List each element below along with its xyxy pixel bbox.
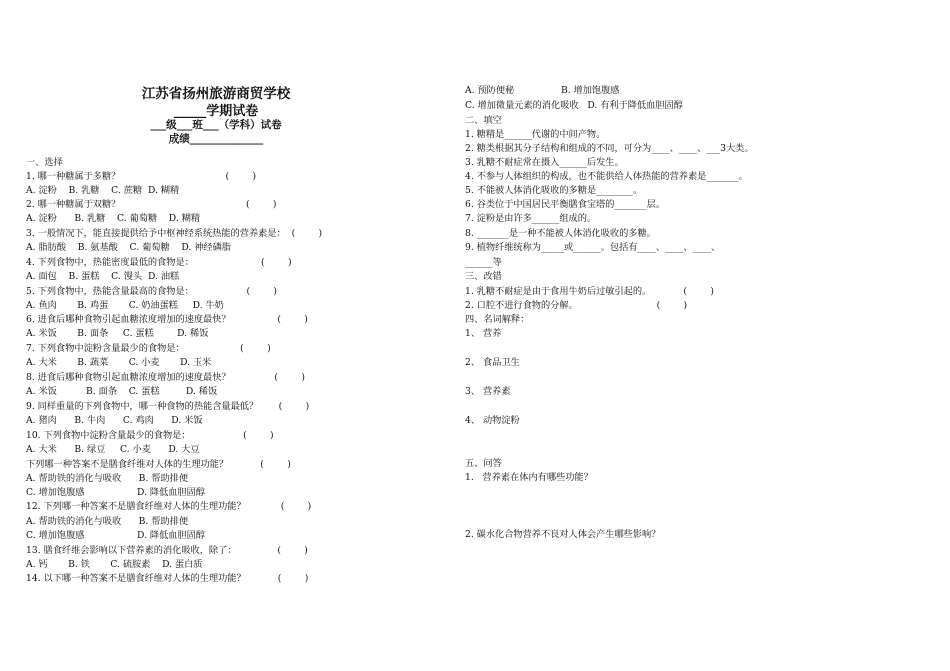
left-question-line: 14. 以下哪一种答案不是膳食纤维对人体的生理功能？ ( ) bbox=[26, 573, 309, 584]
term-title: _____学期试卷 bbox=[173, 104, 259, 119]
right-question-line: C. 增加微量元素的消化吸收 D. 有利于降低血胆固醇 bbox=[465, 100, 683, 111]
left-question-line: A. 钙 B. 铁 C. 硫胺素 D. 蛋白质 bbox=[26, 559, 203, 570]
right-question-line: 五、问答 bbox=[465, 458, 502, 469]
right-question-line: 2. 口腔不进行食物的分解。 ( ) bbox=[465, 300, 688, 311]
left-question-line: A. 鱼肉 B. 鸡蛋 C. 奶油蛋糕 D. 牛奶 bbox=[26, 300, 224, 311]
left-question-line: 3. 一般情况下，能直接提供给予中枢神经系统热能的营养素是： ( ) bbox=[26, 228, 323, 239]
right-question-line: 二、填空 bbox=[465, 115, 502, 126]
class-line: ___级___班___（学科）试卷 bbox=[150, 119, 282, 131]
left-question-line: A. 猪肉 B. 牛肉 C. 鸡肉 D. 米饭 bbox=[26, 415, 203, 426]
left-question-line: A. 米饭 B. 面条 C. 蛋糕 D. 稀饭 bbox=[26, 328, 209, 339]
left-question-line: C. 增加饱腹感 D. 降低血胆固醇 bbox=[26, 487, 206, 498]
left-question-line: 7. 下列食物中淀粉含量最少的食物是： ( ) bbox=[26, 343, 271, 354]
right-question-line: 1. 糖精是______代谢的中间产物。 bbox=[465, 129, 606, 140]
right-question-line: 3. 乳糖不耐症常在摄入______后发生。 bbox=[465, 157, 624, 168]
left-question-line: A. 帮助铁的消化与吸收 B. 帮助排便 bbox=[26, 516, 189, 527]
left-question-line: 下列哪一种答案不是膳食纤维对人体的生理功能？ ( ) bbox=[26, 459, 291, 470]
right-question-line: 8. _______是一种不能被人体消化吸收的多糖。 bbox=[465, 228, 656, 239]
right-question-line: ______等 bbox=[465, 257, 502, 268]
right-question-line: 2. 糖类根据其分子结构和组成的不同，可分为____、____、___3大类。 bbox=[465, 143, 754, 154]
left-question-line: A. 淀粉 B. 乳糖 C. 葡萄糖 D. 糊精 bbox=[26, 213, 201, 224]
left-question-line: 6. 进食后哪种食物引起血糖浓度增加的速度最快？ ( ) bbox=[26, 314, 308, 325]
left-question-line: 10. 下列食物中淀粉含量最少的食物是： ( ) bbox=[26, 430, 274, 441]
left-question-line: 1. 哪一种糖属于多糖？ ( ) bbox=[26, 171, 257, 182]
right-question-line: 6. 谷类位于中国居民平衡膳食宝塔的_______层。 bbox=[465, 199, 666, 210]
school-title: 江苏省扬州旅游商贸学校 bbox=[141, 86, 291, 102]
right-question-line: 4. 不参与人体组织的构成，也不能供给人体热能的营养素是_______。 bbox=[465, 171, 748, 182]
left-question-line: A. 大米 B. 蔬菜 C. 小麦 D. 玉米 bbox=[26, 357, 212, 368]
left-question-line: C. 增加饱腹感 D. 降低血胆固醇 bbox=[26, 530, 206, 541]
left-question-line: A. 脂肪酸 B. 氨基酸 C. 葡萄糖 D. 神经磷脂 bbox=[26, 242, 231, 253]
right-question-line: 1. 乳糖不耐症是由于食用牛奶后过敏引起的。 ( ) bbox=[465, 286, 714, 297]
left-question-line: A. 大米 B. 绿豆 C. 小麦 D. 大豆 bbox=[26, 444, 200, 455]
left-question-line: 一、选择 bbox=[26, 157, 63, 168]
left-question-line: 13. 膳食纤维会影响以下营养素的消化吸收，除了： ( ) bbox=[26, 545, 308, 556]
right-question-line: 3、 营养素 bbox=[465, 386, 511, 397]
left-question-line: A. 米饭 B. 面条 C. 蛋糕 D. 稀饭 bbox=[26, 386, 218, 397]
right-question-line: 5. 不能被人体消化吸收的多糖是________。 bbox=[465, 185, 643, 196]
left-question-line: 4. 下列食物中，热能密度最低的食物是： ( ) bbox=[26, 257, 292, 268]
left-question-line: A. 帮助铁的消化与吸收 B. 帮助排便 bbox=[26, 473, 189, 484]
left-question-line: 12. 下列哪一种答案不是膳食纤维对人体的生理功能？ ( ) bbox=[26, 501, 312, 512]
right-question-line: 4、 动物淀粉 bbox=[465, 415, 520, 426]
left-question-line: 2. 哪一种糖属于双糖？ ( ) bbox=[26, 199, 277, 210]
right-question-line: 9. 植物纤维统称为_____或______。包括有____、____、____、 bbox=[465, 242, 721, 253]
right-question-line: 四、名词解释： bbox=[465, 314, 530, 325]
right-question-line: 7. 淀粉是由许多______组成的。 bbox=[465, 213, 597, 224]
left-question-line: 5. 下列食物中，热能含量最高的食物是： ( ) bbox=[26, 286, 277, 297]
left-question-line: 9. 同样重量的下列食物中，哪一种食物的热能含量最低？ ( ) bbox=[26, 401, 310, 412]
right-question-line: 1. 营养素在体内有哪些功能？ bbox=[465, 472, 593, 483]
right-question-line: A. 预防便秘 B. 增加饱腹感 bbox=[465, 85, 620, 96]
score-line: 成绩______________ bbox=[168, 133, 264, 145]
left-question-line: 8. 进食后哪种食物引起血糖浓度增加的速度最快？ ( ) bbox=[26, 372, 305, 383]
right-question-line: 1、 营养 bbox=[465, 328, 502, 339]
left-question-line: A. 面包 B. 蛋糕 C. 馒头 D. 油糕 bbox=[26, 271, 180, 282]
right-question-line: 2. 碳水化合物营养不良对人体会产生哪些影响？ bbox=[465, 529, 661, 540]
left-question-line: A. 淀粉 B. 乳糖 C. 蔗糖 D. 糊精 bbox=[26, 185, 180, 196]
right-question-line: 2、 食品卫生 bbox=[465, 357, 520, 368]
right-question-line: 三、改错 bbox=[465, 271, 502, 282]
